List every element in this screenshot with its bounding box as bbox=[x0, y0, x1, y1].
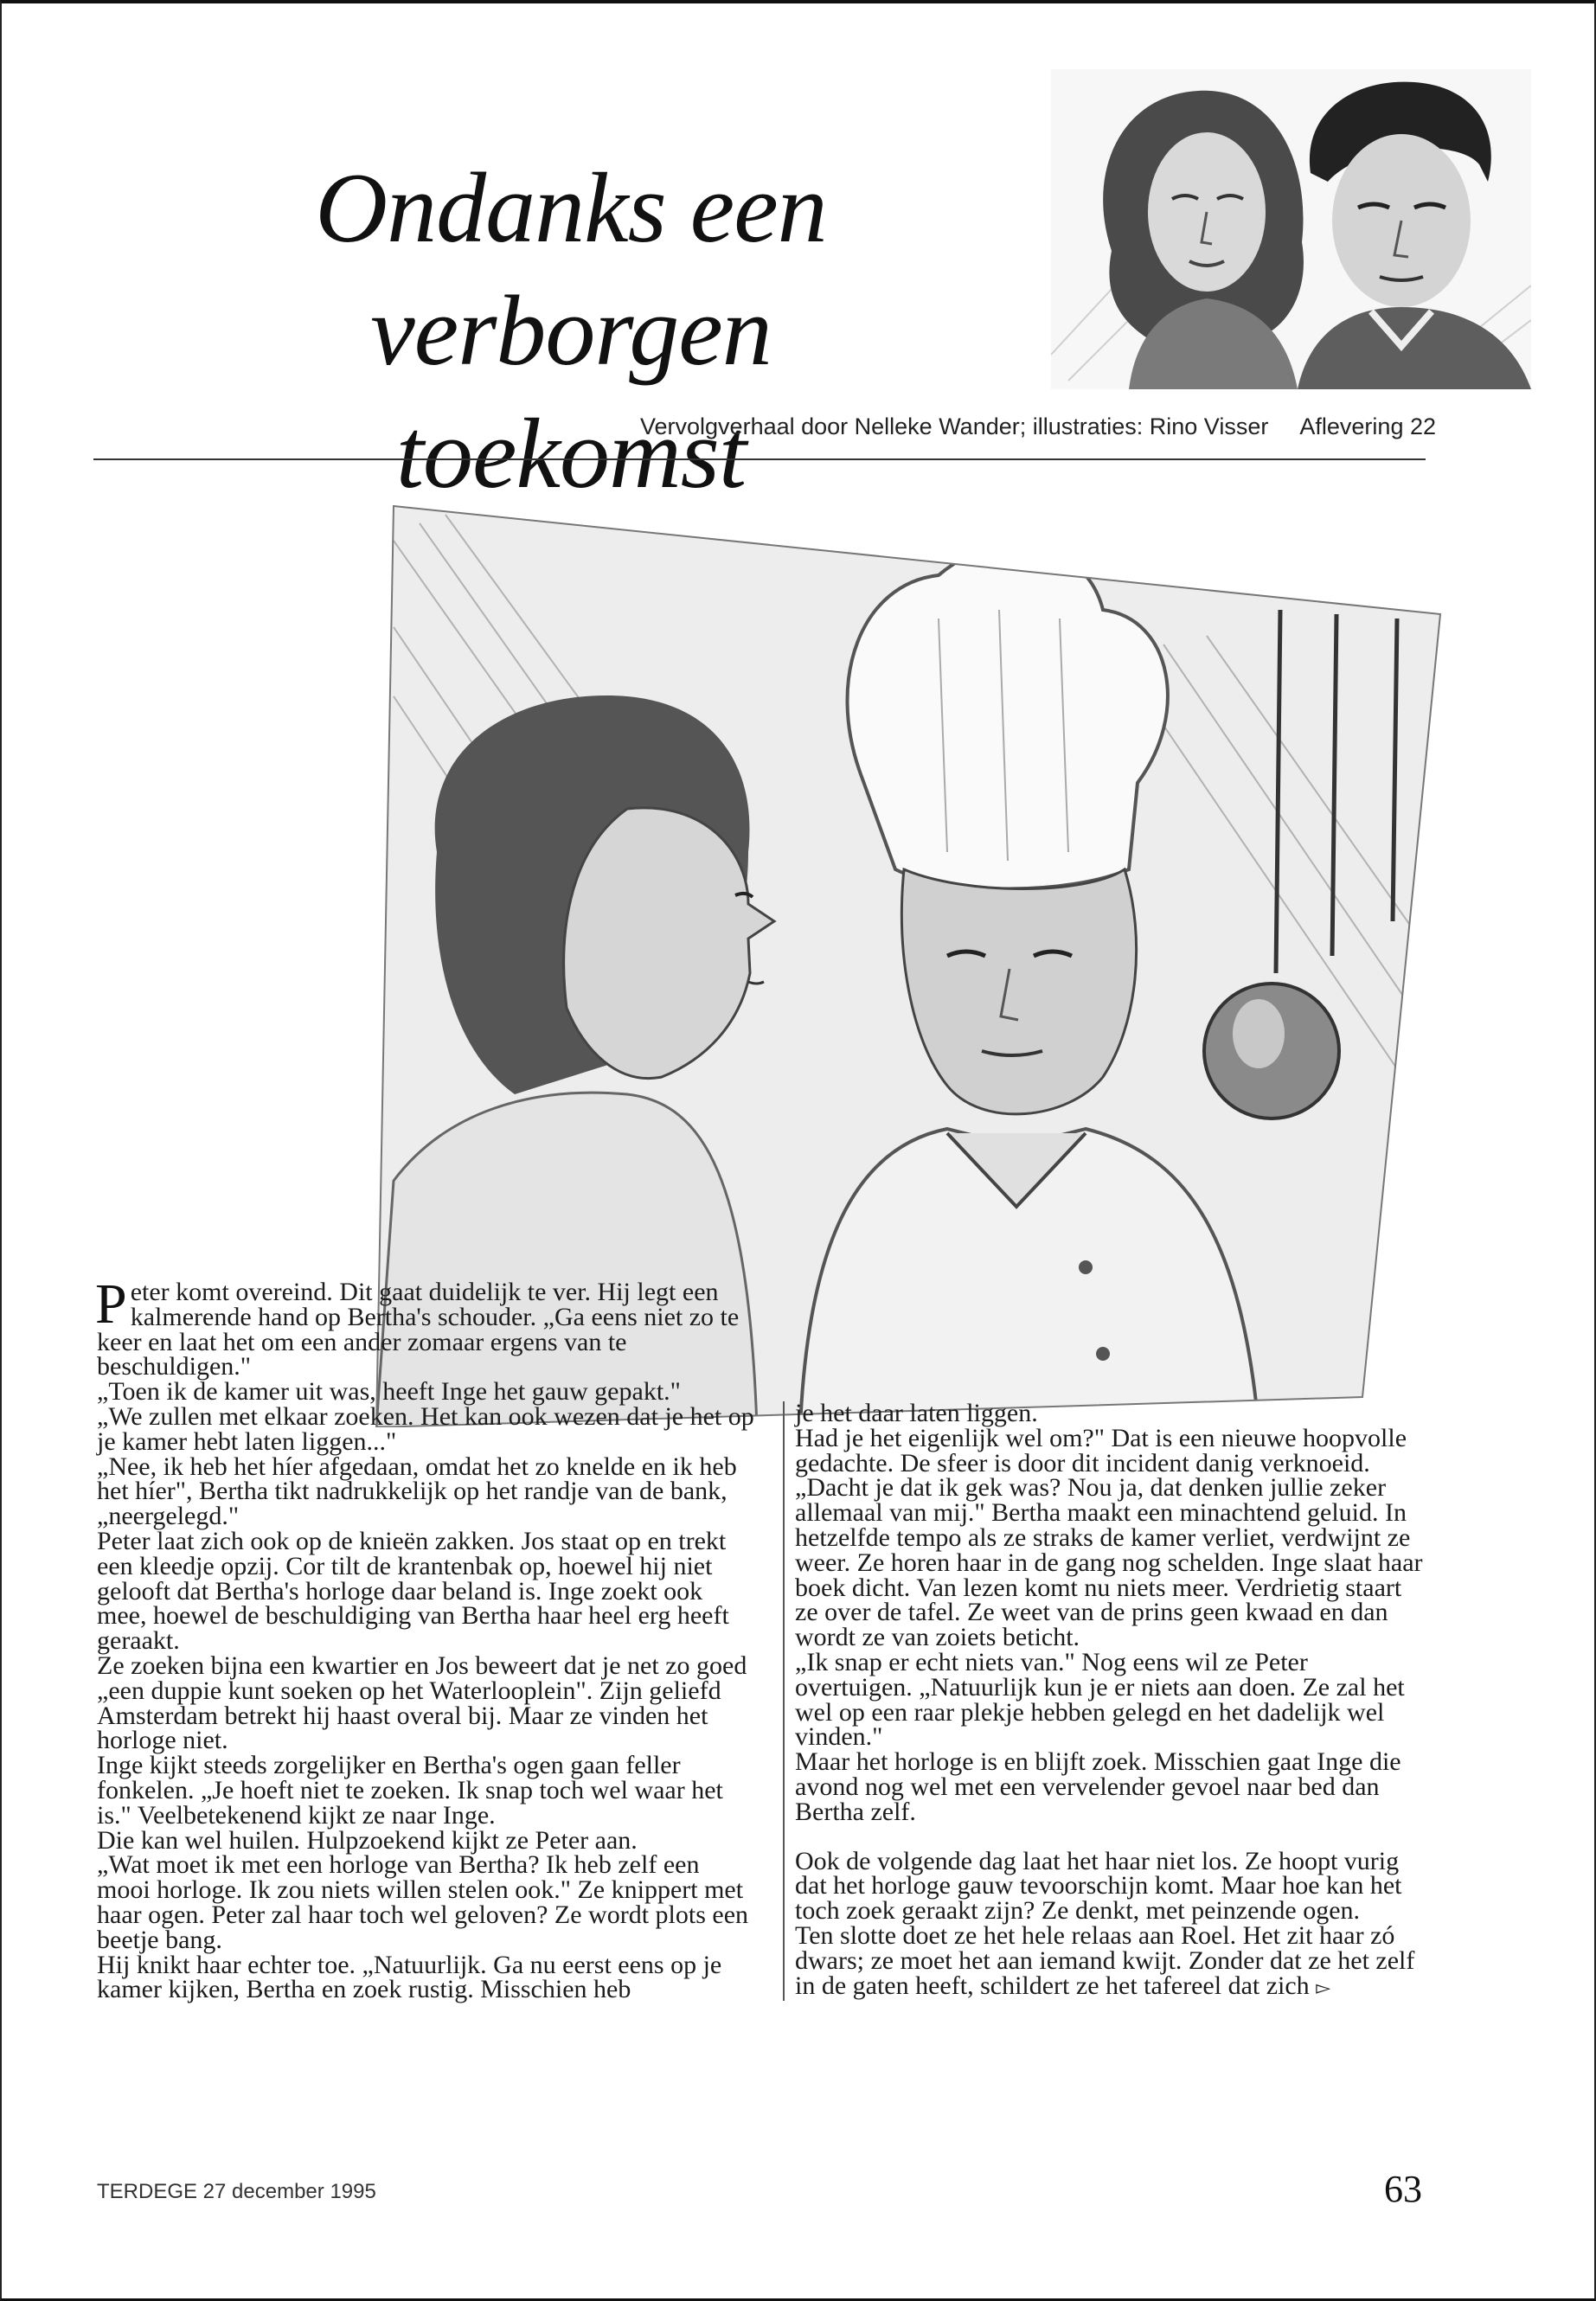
episode-label: Aflevering 22 bbox=[1299, 413, 1436, 439]
paragraph: Hij knikt haar echter toe. „Natuurlijk. Ga nu eerst eens op je kamer kijken, Bertha en zoek rustig. Misschien heb bbox=[97, 1950, 722, 2004]
portrait-illustration bbox=[1051, 69, 1531, 389]
paragraph-gap bbox=[795, 1825, 1425, 1849]
story-title bbox=[190, 147, 952, 516]
paragraph: Had je het eigenlijk wel om?" Dat is een nieuwe hoopvolle gedachte. De sfeer is door dit incident danig verknoeid. bbox=[795, 1423, 1407, 1477]
paragraph: Maar het horloge is en blijft zoek. Misschien gaat Inge die avond nog wel met een vervelender gevoel naar bed dan Bertha zelf. bbox=[795, 1747, 1401, 1826]
paragraph: „Wat moet ik met een horloge van Bertha? Ik heb zelf een mooi horloge. Ik zou niets willen stelen ook." Ze knippert met haar ogen. Peter zal haar toch wel geloven? Ze wordt plots een beetje bang. bbox=[97, 1850, 749, 1954]
title-line-1: Ondanks een bbox=[315, 153, 827, 264]
title-line-2: verborgen toekomst bbox=[370, 276, 772, 510]
paragraph: Ze zoeken bijna een kwartier en Jos beweert dat je net zo goed „een duppie kunt soeken op het Waterlooplein". Zijn geliefd Amsterdam betrekt hij haast overal bij. Maar ze vinden het horloge niet. bbox=[97, 1650, 747, 1755]
paragraph: je het daar laten liggen. bbox=[795, 1399, 1038, 1427]
paragraph: „Dacht je dat ik gek was? Nou ja, dat denken jullie zeker allemaal van mij." Bertha maakt een minachtend geluid. In hetzelfde tempo als ze straks de kamer verliet, verdwijnt ze weer. Ze horen haar in de gang nog schelden. Inge slaat haar boek dicht. Van lezen komt nu niets meer. Verdrietig staart ze over de tafel. Ze weet van de prins geen kwaad en dan wordt ze van zoiets beticht. bbox=[795, 1473, 1423, 1652]
paragraph: Inge kijkt steeds zorgelijker en Bertha's ogen gaan feller fonkelen. „Je hoeft niet te zoeken. Ik snap toch wel waar het is." Veelbetekenend kijkt ze naar Inge. bbox=[97, 1751, 723, 1830]
byline bbox=[640, 413, 1436, 440]
paragraph-text: eter komt overeind. Dit gaat duidelijk te ver. Hij legt een kalmerende hand op Bertha's schouder. „Ga eens niet zo te keer en laat het om een ander zomaar ergens van te beschuldigen." bbox=[97, 1278, 740, 1381]
paragraph: „Nee, ik heb het híer afgedaan, omdat het zo knelde en ik heb het híer", Bertha tikt nadrukkelijk op het randje van de bank, „neergelegd." bbox=[97, 1452, 737, 1531]
title-rule bbox=[93, 458, 1426, 460]
paragraph-last bbox=[795, 1920, 1425, 2001]
paragraph: Ook de volgende dag laat het haar niet los. Ze hoopt vurig dat het horloge gauw tevoorschijn komt. Maar hoe kan het toch zoek geraakt zijn? Ze denkt, met peinzende ogen. bbox=[795, 1846, 1402, 1926]
right-text-column bbox=[783, 1401, 1425, 2001]
paragraph: „We zullen met elkaar zoeken. Het kan ook wezen dat je het op je kamer hebt laten liggen..." bbox=[97, 1401, 754, 1456]
paragraph: „Toen ik de kamer uit was, heeft Inge het gauw gepakt." bbox=[97, 1377, 681, 1407]
paragraph-text: Ten slotte doet ze het hele relaas aan Roel. Het zit haar zó dwars; ze moet het aan iemand kwijt. Zonder dat ze het zelf in de gaten heeft, schildert ze het tafereel dat zich bbox=[795, 1920, 1415, 2000]
opening-paragraph bbox=[95, 1272, 759, 1381]
paragraph: Peter laat zich ook op de knieën zakken. Jos staat op en trekt een kleedje opzij. Cor tilt de krantenbak op, hoewel hij niet gelooft dat Bertha's horloge daar beland is. Inge zoekt ook mee, hoewel de beschuldiging van Bertha haar heel erg heeft geraakt. bbox=[97, 1526, 729, 1656]
page-number: 63 bbox=[1384, 2168, 1422, 2210]
drop-cap: P bbox=[95, 1272, 127, 1336]
left-text-column bbox=[95, 1272, 759, 2004]
byline-credits: Vervolgverhaal door Nelleke Wander; illustraties: Rino Visser bbox=[640, 413, 1269, 439]
paragraph: Die kan wel huilen. Hulpzoekend kijkt ze Peter aan. bbox=[97, 1825, 638, 1855]
paragraph: „Ik snap er echt niets van." Nog eens wil ze Peter overtuigen. „Natuurlijk kun je er niets aan doen. Ze zal het wel op een raar plekje hebben gelegd en het dadelijk wel vinden." bbox=[795, 1647, 1405, 1752]
publication-footer: TERDEGE 27 december 1995 bbox=[97, 2180, 376, 2203]
continue-arrow-icon: ▻ bbox=[1316, 1977, 1331, 1999]
